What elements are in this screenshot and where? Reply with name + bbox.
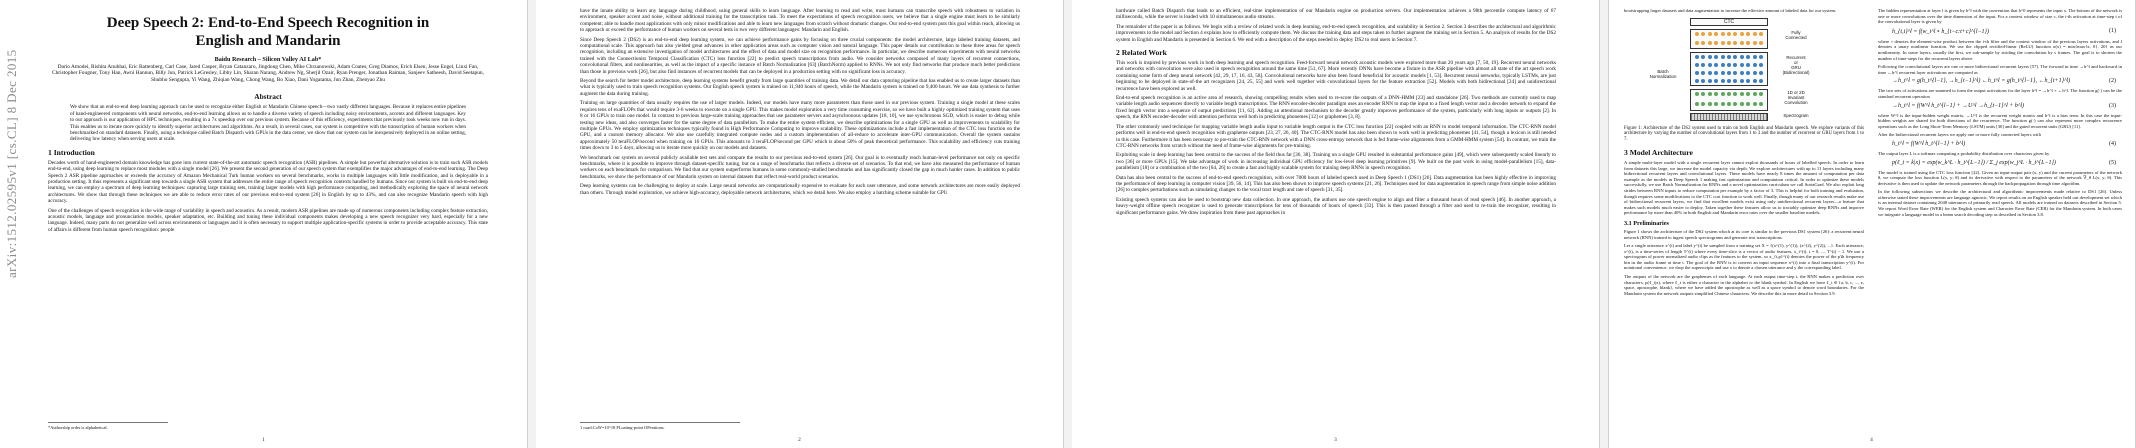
related-work-paragraph-4: Exploiting scale in deep learning has been central to the success of the field thus far [36, 38]. Training on a single GPU resulted in substantial performance gains [49], which were subsequently scaled linearly to two [36] or more GPUs [15]. We take advantage of work in increasing individual GPU efficiency for low-level deep learning primitives [9]. We built on the past work in using model-parallelism [15], data-parallelism [18] or a combination of the two [64, 26] to create a fast and highly scalable system for training deep RNNs in speech recognition. xyxy=(1116,152,1556,172)
fc-row-1 xyxy=(1695,32,1763,36)
neuron-dot xyxy=(1701,32,1705,36)
footnote: 1 cuad.CoW=10^18 FLoating-point OPerations. xyxy=(580,422,740,430)
neuron-dot xyxy=(1701,71,1705,75)
author-list: Dario Amodei, Rishita Anubhai, Eric Battenberg, Carl Case, Jared Casper, Bryan Catanzaro, Jingdong Chen, Mike Chrzanowski, Adam Coates, Greg Diamos, Erich Elsen, Jesse Engel, Linxi Fan, Christopher Fougner, Tony Han, Awni Hannun, Billy Jun, Patrick LeGresley, Libby Lin, Sharan Narang, Andrew Ng, Sherjil Ozair, Ryan Prenger, Jonathan Raiman, Sanjeev Satheesh, David Seetapun, Shubho Sengupta, Yi Wang, Zhiqian Wang, Chong Wang, Bo Xiao, Dani Yogatama, Jun Zhan, Zhenyao Zhu xyxy=(52,63,484,83)
neuron-dot xyxy=(1733,41,1737,45)
spectrogram-label: Spectrogram xyxy=(1783,112,1809,118)
neuron-dot xyxy=(1746,71,1750,75)
neuron-dot xyxy=(1746,92,1750,96)
page-2-paragraph-6: Deep learning systems can be challenging to deploy at scale. Large neural networks are computationally expensive to evaluate for each user utterance, and some network architectures are more easily deployed than others. Through model exploration, we achieve high-accuracy, deployable network architectures, which we detail here. We also employ a batching scheme suitable for GPU xyxy=(580,183,1020,196)
page-number: 2 xyxy=(798,438,801,443)
neuron-dot xyxy=(1721,79,1725,83)
neuron-dot xyxy=(1695,92,1699,96)
neuron-dot xyxy=(1740,102,1744,106)
neuron-dot xyxy=(1695,102,1699,106)
intro-paragraph-1: Decades worth of hand-engineered domain knowledge has gone into current state-of-the-art automatic speech recognition (ASR) pipelines. A simple but powerful alternative solution is to train such ASR models end-to-end, using deep learning to replace most modules with a single model [26]. We present the second generation of our speech system that exemplifies the major advantages of end-to-end learning. The Deep Speech 2 ASR pipeline approaches or exceeds the accuracy of Amazon Mechanical Turk human workers on several benchmarks, works in multiple languages with little modification, and is deployable in a production setting. It thus represents a significant step towards a single ASR system that addresses the entire range of speech recognition contexts handled by humans. Since our system is built on end-to-end deep learning, we can employ a spectrum of deep learning techniques: capturing large training sets, training larger models with high performance computing, and methodically exploring the space of neural network architectures. We show that through these techniques we are able to reduce error rates of our previous end-to-end system [26] in English by up to 43%, and can also recognize Mandarin speech with high accuracy. xyxy=(48,159,488,205)
neuron-dot xyxy=(1714,41,1718,45)
neuron-dot xyxy=(1740,71,1744,75)
neuron-dot xyxy=(1746,41,1750,45)
page-4 xyxy=(1608,0,2136,448)
neuron-dot xyxy=(1721,41,1725,45)
neuron-dot xyxy=(1746,32,1750,36)
neuron-dot xyxy=(1714,32,1718,36)
neuron-dot xyxy=(1714,79,1718,83)
title-line-2: English and Mandarin xyxy=(195,33,341,49)
neuron-dot xyxy=(1733,92,1737,96)
neuron-dot xyxy=(1733,71,1737,75)
fc-row-2 xyxy=(1695,41,1763,45)
neuron-dot xyxy=(1727,32,1731,36)
neuron-dot xyxy=(1733,102,1737,106)
neuron-dot xyxy=(1708,79,1712,83)
batch-norm-label: Batch Normalization xyxy=(1649,68,1677,79)
page-4-right-paragraph-6: In the following subsections we describe the architectural and algorithmic improvements made relative to DS1 [26]. Unless otherwise stated these improvements are language agnostic. We report results on an English speaker held out development set which is an internal dataset containing 2048 utterances of primarily read speech. All models are trained on datasets described in Section 5. We report Word Error Rate (WER) for the English system and Character Error Rate (CER) for the Mandarin system. In both cases we integrate a language model in a beam search decoding step as described in Section 3.8. xyxy=(1878,189,2122,217)
neuron-dot xyxy=(1714,71,1718,75)
neuron-dot xyxy=(1721,71,1725,75)
neuron-dot xyxy=(1695,71,1699,75)
related-work-paragraph-3: The other commonly used technique for mapping variable length audio input to variable length output is the CTC loss function [22] coupled with an RNN to model temporal information. The CTC-RNN model performs well in end-to-end speech recognition with grapheme outputs [23, 27, 26, 40]. The CTC-RNN model has also been shown to work well in predicting phonemes [41, 54], though a lexicon is still needed in this case. Furthermore it has been necessary to pre-train the CTC-RNN network with a DNN cross-entropy network that is fed frame-wise alignments from a GMM-HMM system [54]. In contrast, we train the CTC-RNN networks from scratch without the need of frame-wise alignments for pre-training. xyxy=(1116,123,1556,149)
neuron-dot xyxy=(1727,102,1731,106)
neuron-dot xyxy=(1740,92,1744,96)
page-number: 3 xyxy=(1334,438,1337,443)
preliminaries-heading: 3.1 Preliminaries xyxy=(1624,219,1669,227)
neuron-dot xyxy=(1708,32,1712,36)
related-work-paragraph-1: This work is inspired by previous work in both deep learning and speech recognition. Feed-forward neural network acoustic models were explored more than 20 years ago [7, 50, 19]. Recurrent neural networks and networks with convolution were also used in speech recognition around the same time [51, 67]. More recently DNNs have become a fixture in the ASR pipeline with almost all state of the art speech work containing some form of deep neural network [42, 29, 17, 16, 43, 58]. Convolutional networks have also been found beneficial for acoustic models [1, 53]. Recurrent neural networks, typically LSTMs, are just beginning to be deployed in state-of-the art recognizers [24, 25, 55] and work well together with convolutional layers for the feature extraction [52]. Models with both bidirectional [24] and unidirectional recurrence have been explored as well. xyxy=(1116,60,1556,92)
arxiv-stamp: arXiv:1512.02595v1 [cs.CL] 8 Dec 2015 xyxy=(4,49,19,278)
page-4-right-column xyxy=(1878,8,2122,220)
neuron-dot xyxy=(1727,55,1731,59)
page-4-right-paragraph-1: The two sets of activations are summed to form the output activations for the layer h^l = →h^l + ←h^l. The function g(·) can be the standard recurrent operation xyxy=(1878,88,2122,99)
neuron-dot xyxy=(1740,63,1744,67)
neuron-dot xyxy=(1701,41,1705,45)
neuron-dot xyxy=(1759,79,1763,83)
rnn-row-4 xyxy=(1695,79,1763,83)
neuron-dot xyxy=(1746,55,1750,59)
equation-4: h_t^l = f(W^l h_t^{l−1} + b^l) (4) xyxy=(1892,140,2116,147)
equation-5: p(ℓ_t = k|x) = exp(w_k^L · h_t^{L−1}) / Σ_j exp(w_j^L · h_t^{L−1}) (5) xyxy=(1892,159,2116,166)
neuron-dot xyxy=(1746,79,1750,83)
neuron-dot xyxy=(1733,79,1737,83)
neuron-dot xyxy=(1708,55,1712,59)
neuron-dot xyxy=(1714,63,1718,67)
neuron-dot xyxy=(1708,41,1712,45)
neuron-dot xyxy=(1708,71,1712,75)
rnn-row-1 xyxy=(1695,55,1763,59)
page-2 xyxy=(536,0,1064,448)
related-work-heading: 2 Related Work xyxy=(1116,48,1167,58)
page-number: 1 xyxy=(262,438,265,443)
neuron-dot xyxy=(1721,63,1725,67)
title-line-1: Deep Speech 2: End-to-End Speech Recognition in xyxy=(106,15,430,31)
neuron-dot xyxy=(1727,92,1731,96)
page-4-right-paragraph-0: The hidden representation at layer l is given by h^l with the convention that h^0 represents the input x. The bottom of the network is one or more convolutions over the time dimension of the input. For a context window of size c, the i-th activation at time-step t of the convolutional layer is given by xyxy=(1878,8,2122,25)
neuron-dot xyxy=(1753,102,1757,106)
author-group: Baidu Research – Silicon Valley AI Lab* xyxy=(214,56,322,63)
page-3 xyxy=(1072,0,1600,448)
intro-paragraph-2: One of the challenges of speech recognition is the wide range of variability in speech and acoustics. As a result, modern ASR pipelines are made up of numerous components including complex feature extraction, acoustic models, language and pronunciation models, speaker adaptation, etc. Building and tuning these individual components makes developing a new speech recognizer very hard, especially for a new language. Indeed, many parts do not generalize well across environments or languages and it is often necessary to support multiple application-specific systems in order to provide acceptable accuracy. This state of affairs is different from human speech recognition: people xyxy=(48,207,488,233)
neuron-dot xyxy=(1701,102,1705,106)
conv-row-2 xyxy=(1695,102,1763,106)
neuron-dot xyxy=(1714,55,1718,59)
page-number: 4 xyxy=(1870,438,1873,443)
author-block xyxy=(48,57,488,83)
fully-connected-label: Fully Connected xyxy=(1785,29,1807,40)
neuron-dot xyxy=(1695,55,1699,59)
neuron-dot xyxy=(1753,92,1757,96)
neuron-dot xyxy=(1753,41,1757,45)
page-3-column xyxy=(1116,8,1556,219)
neuron-dot xyxy=(1727,41,1731,45)
recurrent-label: Recurrent or GRU (Bidirectional) xyxy=(1782,54,1810,75)
neuron-dot xyxy=(1759,55,1763,59)
neuron-dot xyxy=(1753,55,1757,59)
preliminaries-paragraph-3: The outputs of the network are the graphemes of each language. At each output time-step t, the RNN makes a prediction over characters, p(ℓ_t|x), where ℓ_t is either a character in the alphabet or the blank symbol. In English we have ℓ_t ∈ {a, b, c, ..., z, space, apostrophe, blank}, where we have added the apostrophe as well as a space symbol to denote word boundaries. For the Mandarin system the network outputs simplified Chinese characters. We describe this in more detail in Section 3.9. xyxy=(1624,274,1864,296)
convolution-label: 1D or 2D Invariant Convolution xyxy=(1784,89,1808,105)
preliminaries-paragraph-1: Figure 1 shows the architecture of the DS2 system which at its core is similar to the previous DS1 system [26]: a recurrent neural network (RNN) trained to ingest speech spectrograms and generate text transcriptions. xyxy=(1624,228,1864,240)
page-3-paragraph-1: hardware called Batch Dispatch that leads to an efficient, real-time implementation of our Mandarin engine on production servers. Our implementation achieves a 98th percentile compute latency of 67 milliseconds, while the server is loaded with 10 simultaneous audio streams. xyxy=(1116,8,1556,21)
page-2-paragraph-1: have the innate ability to learn any language during childhood, using general skills to learn language. After learning to read and write, most humans can transcribe speech with robustness to variation in environment, speaker accent and noise, without additional training for the transcription task. To meet the expectations of speech recognition users, we believe that a single engine must learn to be similarly competent; able to handle most applications with only minor modifications and able to learn new languages from scratch without dramatic changes. Our end-to-end system puts this goal within reach, allowing us to approach or exceed the performance of human workers on several tests in two very different languages: Mandarin and English. xyxy=(580,8,1020,34)
neuron-dot xyxy=(1753,63,1757,67)
page-4-right-paragraph-b: where ∘ denotes the element-wise product between the i-th filter and the context window of the previous layers activations, and f denotes a unary nonlinear function. We use the clipped rectified-linear (ReLU) function σ(x) = min{max{x, 0}, 20} as our nonlinearity. In some layers, usually the first, we sub-sample by striding the convolution by s frames. The goal is to shorten the number of time-steps for the recurrent layers above. xyxy=(1878,38,2122,61)
related-work-paragraph-6: Existing speech systems can also be used to bootstrap new data collection. In one approach, the authors use one speech engine to align and filter a thousand hours of read speech [46]. In another approach, a heavy-weight offline speech recognizer is used to generate transcriptions for tens of thousands of hours of speech [33]. This is then passed through a filter and used to re-train the recognizer, resulting in significant performance gains. We draw inspiration from these past approaches in xyxy=(1116,196,1556,216)
equation-1: h_{t,i}^l = f(w_i^l ∘ h_{t−c:t+c}^{l−1}) (1) xyxy=(1892,27,2116,35)
ctc-box: CTC xyxy=(1690,18,1768,26)
neuron-dot xyxy=(1746,63,1750,67)
page-1 xyxy=(0,0,528,448)
neuron-dot xyxy=(1721,102,1725,106)
page-2-column xyxy=(580,8,1020,199)
neuron-dot xyxy=(1721,32,1725,36)
neuron-dot xyxy=(1740,41,1744,45)
neuron-dot xyxy=(1701,55,1705,59)
neuron-dot xyxy=(1759,63,1763,67)
footnote: *Authorship order is alphabetical. xyxy=(48,422,168,430)
neuron-dot xyxy=(1721,55,1725,59)
neuron-dot xyxy=(1721,92,1725,96)
page-4-right-paragraph-3: After the bidirectional recurrent layers we apply one or more fully connected layers with xyxy=(1878,132,2041,138)
model-architecture-paragraph: A simple multi-layer model with a single recurrent layer cannot exploit thousands of hours of labelled speech. In order to learn from datasets this large, we increase the model capacity via depth. We explore architectures with up to 11 layers including many bidirectional recurrent layers and convolutional layers. These models have nearly 8 times the amount of computation per data example as the models in Deep Speech 1 making fast optimization and computation critical. In order to optimize these models successfully, we use Batch Normalization for RNNs and a novel optimization curriculum we call SortaGrad. We also exploit long strides between RNN inputs to reduce computation per example by a factor of 3. This is helpful for both training and evaluation, though requires some modifications to the CTC cost function to work well. Finally, though many of our research results make use of bidirectional recurrent layers, we find that excellent models exist using only unidirectional recurrent layers—a feature that makes such models much easier to deploy. Taken together these features allow us to tractably optimize deep RNNs and improve performance by more than 40% in both English and Mandarin error rates over the smaller baseline models. xyxy=(1624,159,1864,216)
neuron-dot xyxy=(1733,55,1737,59)
rnn-row-3 xyxy=(1695,71,1763,75)
page-4-right-paragraph-4: The output layer L is a softmax computing a probability distribution over characters given by xyxy=(1878,150,2050,156)
neuron-dot xyxy=(1753,79,1757,83)
neuron-dot xyxy=(1701,63,1705,67)
page-1-column xyxy=(48,8,488,236)
neuron-dot xyxy=(1746,102,1750,106)
page-2-paragraph-2: Since Deep Speech 2 (DS2) is an end-to-end deep learning system, we can achieve performance gains by focusing on three crucial components: the model architecture, large labeled training datasets, and computational scale. This approach has also yielded great advances in other application areas such as computer vision and natural language. This paper details our contribution to these three areas for speech recognition, including an extensive investigation of model architectures and the effect of data and model size on recognition performance. In particular, we describe numerous experiments with neural networks trained with the Connectionist Temporal Classification (CTC) loss function [22] to predict speech transcriptions from audio. We consider networks composed of many layers of recurrent connections, convolutional filters, and nonlinearities, as well as the impact of a specific instance of Batch Normalization [63] (BatchNorm) applied to RNNs. We not only find networks that produce much better predictions than those in previous work [26], but also find instances of recurrent models that can be deployed in a production setting with no significant loss in accuracy. xyxy=(580,36,1020,75)
page-2-paragraph-5: We benchmark our system on several publicly available test sets and compare the results to our previous end-to-end system [26]. Our goal is to eventually reach human-level performance not only on specific benchmarks, where it is possible to improve through dataset-specific tuning, but on a range of benchmarks that reflects a diverse set of scenarios. To that end, we have also measured the performance of human workers on each benchmark for comparison. We find that our system outperforms humans in some commonly-studied benchmarks and has significantly closed the gap in much harder cases. In addition to public benchmarks, we show the performance of our Mandarin system on internal datasets that reflect real-world product scenarios. xyxy=(580,154,1020,180)
spacer xyxy=(1608,0,1609,448)
page-3-paragraph-2: The remainder of the paper is as follows. We begin with a review of related work in deep learning, end-to-end speech recognition, and scalability in Section 2. Section 3 describes the architectural and algorithmic improvements to the model and Section 4 explains how to efficiently compute them. We discuss the training data and steps taken to further augment the training set in Section 5. An analysis of results for the DS2 system in English and Mandarin is presented in Section 6. We end with a description of the steps needed to deploy DS2 to real users in Section 7. xyxy=(1116,23,1556,43)
equation-3: →h_t^l = f(W^l h_t^{l−1} + →U^l →h_{t−1}^l + b^l) (3) xyxy=(1892,102,2116,109)
preliminaries-paragraph-2: Let a single utterance x^(i) and label y^(i) be sampled from a training set X = {(x^(1), y^(1)), (x^(2), y^(2)), ...}. Each utterance, x^(i), is a time-series of length T^(i) where every time-slice is a vector of audio features, x_t^(i), t = 0, ..., T^(i) − 1. We use a spectrogram of power normalized audio clips as the features to the system, so x_{t,p}^(i) denotes the power of the p'th frequency bin in the audio frame at time t. The goal of the RNN is to convert an input sequence x^(i) into a final transcription y^(i). For notational convenience, we drop the superscripts and use x to denote a chosen utterance and y the corresponding label. xyxy=(1624,243,1864,271)
neuron-dot xyxy=(1701,92,1705,96)
neuron-dot xyxy=(1759,71,1763,75)
neuron-dot xyxy=(1740,79,1744,83)
neuron-dot xyxy=(1759,102,1763,106)
abstract-text: We show that an end-to-end deep learning approach can be used to recognize either English or Mandarin Chinese speech—two vastly different languages. Because it replaces entire pipelines of hand-engineered components with neural networks, end-to-end learning allows us to handle a diverse variety of speech including noisy environments, accents and different languages. Key to our approach is our application of HPC techniques, resulting in a 7x speedup over our previous system. Because of this efficiency, experiments that previously took weeks now run in days. This enables us to iterate more quickly to identify superior architectures and algorithms. As a result, in several cases, our system is competitive with the transcription of human workers when benchmarked on standard datasets. Finally, using a technique called Batch Dispatch with GPUs in the data center, we show that our system can be inexpensively deployed in an online setting, delivering low latency when serving users at scale. xyxy=(70,104,466,143)
neuron-dot xyxy=(1714,102,1718,106)
neuron-dot xyxy=(1708,63,1712,67)
rnn-row-2 xyxy=(1695,63,1763,67)
neuron-dot xyxy=(1708,92,1712,96)
spectrogram-box xyxy=(1690,113,1768,121)
related-work-paragraph-2: End-to-end speech recognition is an active area of research, showing compelling results when used to re-score the outputs of a DNN-HMM [23] and standalone [26]. Two methods are currently used to map variable length audio sequences directly to variable length transcriptions. The RNN encoder-decoder paradigm uses an encoder RNN to map the input to a fixed length vector and a decoder network to expand the fixed length vector into a sequence of output predictions [11, 62]. Adding an attentional mechanism to the decoder greatly improves performance of the system, particularly with long inputs or outputs [2]. In speech, the RNN encoder-decoder with attention performs well both in predicting phonemes [12] or graphemes [3, 8]. xyxy=(1116,95,1556,121)
neuron-dot xyxy=(1727,79,1731,83)
neuron-dot xyxy=(1714,92,1718,96)
neuron-dot xyxy=(1701,79,1705,83)
figure-1-caption: Figure 1: Architecture of the DS2 system used to train on both English and Mandarin speech. We explore variants of this architecture by varying the number of convolutional layers from 1 to 3 and the number of recurrent or GRU layers from 1 to 7. xyxy=(1624,125,1864,143)
page-2-paragraph-4: Training on large quantities of data usually requires the use of larger models. Indeed, our models have many more parameters than those used in our previous system. Training a single model at these scales requires tens of exaFLOPs that would require 3-6 weeks to execute on a single GPU. This makes model exploration a very time consuming exercise, so we have built a highly optimized training system that uses 8 or 16 GPUs to train one model. In contrast to previous large-scale training approaches that use parameter servers and asynchronous updates [18, 10], we use synchronous SGD, which is easier to debug while testing new ideas, and also converges faster for the same degree of data parallelism. To make the entire system efficient, we describe optimizations for a single GPU as well as improvements to scalability for multiple GPUs. We employ optimization techniques typically found in High Performance Computing to improve scalability. These optimizations include a fast implementation of the CTC loss function on the GPU, and a custom memory allocator. We also use carefully integrated compute nodes and a custom implementation of all-reduce to accelerate inter-GPU communication. Overall the system sustains approximately 50 teraFLOP/second when training on 16 GPUs. This amounts to 3 teraFLOP/second per GPU which is about 50% of peak theoretical performance. This scalability and efficiency cuts training times down to 3 to 5 days, allowing us to iterate more quickly on our models and datasets. xyxy=(580,100,1020,152)
neuron-dot xyxy=(1733,32,1737,36)
page-4-right-paragraph-2: where W^l is the input-hidden weight matrix, →U^l is the recurrent weight matrix and b^l is a bias term. In this case the input-hidden weights are shared for both directions of the recurrence. The function g(·) can also represent more complex recurrence operations such as the Long Short-Term Memory (LSTM) units [30] and the gated recurrent units (GRU) [11]. xyxy=(1878,112,2122,129)
equation-2: →h_t^l = g(h_t^{l−1}, →h_{t−1}^l) ←h_t^l = g(h_t^{l−1}, ←h_{t+1}^l) (2) xyxy=(1892,78,2116,85)
page-4-right-paragraph-5: The model is trained using the CTC loss function [22]. Given an input-output pair (x, y) and the current parameters of the network θ, we compute the loss function L(x, y; θ) and its derivative with respect to the parameters of the network ∇_θ L(x, y; θ). This derivative is then used to update the network parameters through the backpropagation through time algorithm. xyxy=(1878,169,2122,186)
neuron-dot xyxy=(1695,41,1699,45)
intro-heading: 1 Introduction xyxy=(48,147,95,157)
neuron-dot xyxy=(1695,79,1699,83)
page-4-left-column xyxy=(1624,8,1864,299)
conv-row-1 xyxy=(1695,92,1763,96)
neuron-dot xyxy=(1708,102,1712,106)
neuron-dot xyxy=(1727,63,1731,67)
neuron-dot xyxy=(1695,63,1699,67)
neuron-dot xyxy=(1733,63,1737,67)
paper-title xyxy=(48,14,488,50)
neuron-dot xyxy=(1695,32,1699,36)
neuron-dot xyxy=(1759,92,1763,96)
related-work-paragraph-5: Data has also been central to the success of end-to-end speech recognition, with over 7000 hours of labeled speech used in Deep Speech 1 (DS1) [26]. Data augmentation has been highly effective in improving the performance of deep learning in computer vision [39, 56, 14]. This has also been shown to improve speech systems [21, 26]. Techniques used for data augmentation in speech range from simple noise addition [26] to complex perturbations such as simulating changes to the vocal tract length and rate of speech [31, 35]. xyxy=(1116,174,1556,194)
neuron-dot xyxy=(1753,32,1757,36)
neuron-dot xyxy=(1753,71,1757,75)
abstract-heading: Abstract xyxy=(254,92,282,102)
neuron-dot xyxy=(1759,41,1763,45)
neuron-dot xyxy=(1759,32,1763,36)
page-4-paragraph-1: bootstrapping larger datasets and data augmentation to increase the effective amount of labeled data for our system. xyxy=(1624,8,1837,13)
figure-1-architecture xyxy=(1624,17,1864,123)
page-2-paragraph-3: Beyond the search for better model architecture, deep learning systems benefit greatly from large quantities of training data. We detail our data capturing pipeline that has enabled us to create larger datasets than what is typically used to train speech recognition systems. Our English speech system is trained on 11,940 hours of speech, while the Mandarin system is trained on 9,400 hours. We use data synthesis to further augment the data during training. xyxy=(580,78,1020,97)
neuron-dot xyxy=(1727,71,1731,75)
neuron-dot xyxy=(1740,55,1744,59)
page-4-right-paragraph-c: Following the convolutional layers are one or more bidirectional recurrent layers [57]. The forward in time →h^l and backward in time ←h^l recurrent layer activations are computed as xyxy=(1878,64,2122,75)
neuron-dot xyxy=(1740,32,1744,36)
model-architecture-heading: 3 Model Architecture xyxy=(1624,147,1693,157)
